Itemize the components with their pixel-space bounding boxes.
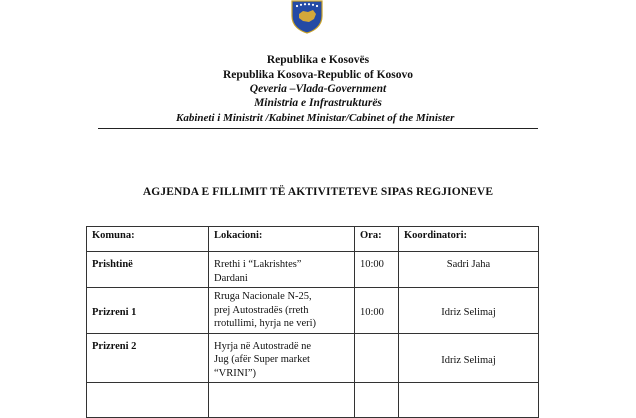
lokacioni-line: Dardani	[214, 272, 248, 284]
cell-ora: 10:00	[355, 288, 399, 334]
lokacioni-line: “VRINI”)	[214, 367, 256, 379]
header-cabinet: Kabineti i Ministrit /Kabinet Ministar/Cabinet of the Minister	[176, 112, 455, 124]
column-header-koordinatori: Koordinatori:	[399, 227, 539, 252]
lokacioni-line: Hyrja në Autostradë ne	[214, 340, 312, 352]
table-row	[87, 288, 539, 334]
lokacioni-line: Rruga Nacionale N-25,	[214, 291, 312, 302]
lokacioni-line: Rrethi i “Lakrishtes”	[214, 259, 302, 270]
cell-lokacioni	[209, 252, 355, 288]
cell-komuna	[87, 383, 209, 418]
cell-koordinatori: Sadri Jaha	[399, 252, 539, 288]
header-divider	[98, 128, 538, 129]
cell-koordinatori: Idriz Selimaj	[399, 288, 539, 334]
lokacioni-line: rrotullimi, hyrja ne veri)	[214, 318, 317, 329]
cell-lokacioni	[209, 333, 355, 383]
header-republic-of-kosovo: Republika Kosova-Republic of Kosovo	[222, 69, 414, 81]
cell-komuna: Prizreni 2	[87, 333, 209, 383]
table-row	[87, 252, 539, 288]
coat-of-arms-icon	[287, 0, 327, 34]
cell-ora	[355, 333, 399, 383]
cell-komuna: Prizreni 1	[87, 288, 209, 334]
lokacioni-line: prej Autostradës (rreth	[214, 304, 309, 316]
cell-ora	[355, 383, 399, 418]
table-header-row	[87, 227, 539, 252]
document-title: AGJENDA E FILLIMIT TË AKTIVITETEVE SIPAS REGJIONEVE	[142, 186, 494, 198]
table-row	[87, 383, 539, 418]
table-row	[87, 333, 539, 383]
cell-komuna: Prishtinë	[87, 252, 209, 288]
cell-koordinatori	[399, 383, 539, 418]
column-header-lokacioni: Lokacioni:	[209, 227, 355, 252]
column-header-komuna: Komuna:	[87, 227, 209, 252]
cell-koordinatori: Idriz Selimaj	[399, 333, 539, 383]
header-republika-e-kosoves: Republika e Kosovës	[266, 54, 370, 66]
lokacioni-line: Jug (afër Super market	[214, 354, 310, 365]
cell-lokacioni	[209, 288, 355, 334]
header-government: Qeveria –Vlada-Government	[249, 83, 387, 95]
column-header-ora: Ora:	[355, 227, 399, 252]
header-ministry: Ministria e Infrastrukturës	[254, 97, 382, 109]
agenda-table	[86, 226, 539, 418]
cell-lokacioni	[209, 383, 355, 418]
cell-ora: 10:00	[355, 252, 399, 288]
